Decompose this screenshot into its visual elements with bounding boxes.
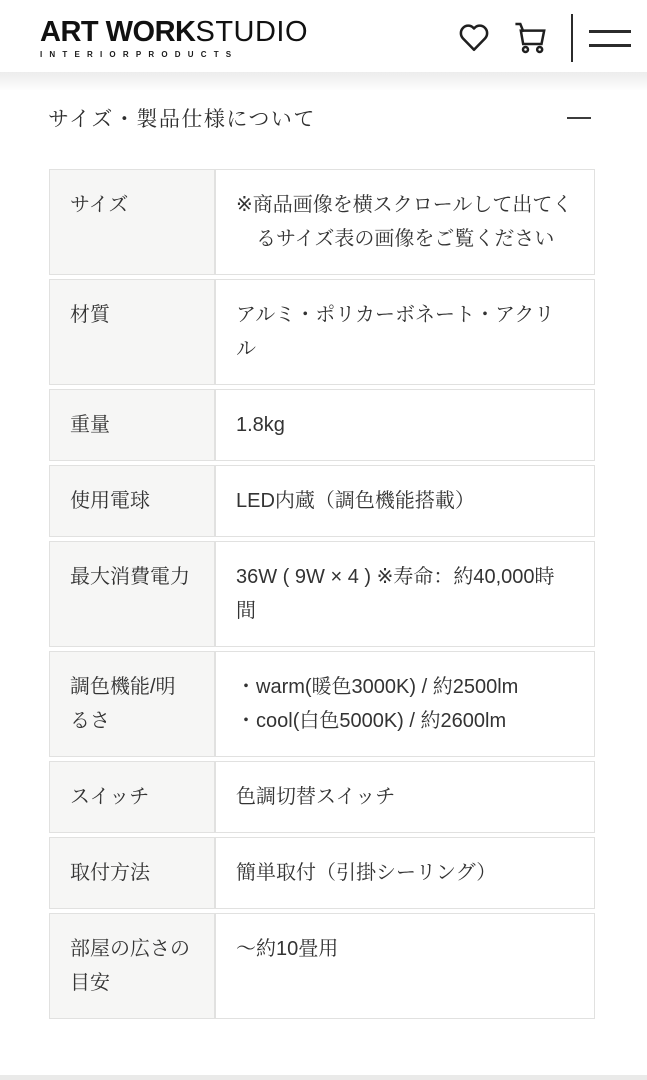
spec-row (49, 761, 595, 833)
spec-table (49, 165, 595, 1023)
spec-value-line: 簡単取付（引掛シーリング） (236, 862, 497, 884)
wishlist-button[interactable] (451, 15, 497, 61)
header-divider (571, 14, 573, 62)
spec-label: 取付方法 (49, 837, 215, 909)
hamburger-icon (589, 30, 631, 47)
spec-label: 部屋の広さの目安 (49, 913, 215, 1019)
spec-value (215, 389, 595, 461)
spec-label: 使用電球 (49, 465, 215, 537)
spec-value-line: LED内蔵（調色機能搭載） (236, 490, 475, 512)
spec-label: 材質 (49, 279, 215, 385)
spec-label: 調色機能/明るさ (49, 651, 215, 757)
cart-button[interactable] (507, 15, 553, 61)
spec-value-line: 色調切替スイッチ (236, 786, 396, 808)
spec-value (215, 465, 595, 537)
spec-row (49, 541, 595, 647)
spec-label: 重量 (49, 389, 215, 461)
logo-artwork-text: ART WORK (40, 15, 196, 48)
spec-row (49, 651, 595, 757)
spec-value (215, 913, 595, 1019)
spec-accordion-header[interactable] (48, 103, 591, 133)
spec-value-line: アルミ・ポリカーボネート・アクリル (236, 304, 555, 360)
spec-value-line: ・cool(白色5000K) / 約2600lm (236, 710, 507, 732)
minus-icon (567, 117, 591, 119)
header-actions (451, 14, 631, 62)
spec-row (49, 389, 595, 461)
logo-studio-text: STUDIO (195, 15, 309, 48)
header-shadow (0, 72, 647, 90)
heart-icon (456, 19, 492, 58)
spec-value-line: ・warm(暖色3000K) / 約2500lm (236, 676, 519, 698)
logo-link[interactable] (40, 15, 309, 59)
cart-icon (510, 17, 550, 60)
spec-value-line: ～約10畳用 (236, 938, 339, 960)
spec-label: 最大消費電力 (49, 541, 215, 647)
spec-value (215, 761, 595, 833)
spec-value (215, 651, 595, 757)
bottom-band (0, 1075, 647, 1080)
site-header (0, 0, 647, 72)
section-title: サイズ・製品仕様について (48, 108, 316, 131)
spec-value (215, 541, 595, 647)
spec-label: スイッチ (49, 761, 215, 833)
spec-row (49, 169, 595, 275)
spec-row (49, 913, 595, 1019)
spec-row (49, 279, 595, 385)
menu-button[interactable] (589, 30, 631, 47)
spec-label: サイズ (49, 169, 215, 275)
logo-wordmark (40, 15, 309, 48)
spec-row (49, 465, 595, 537)
spec-value-line: 36W ( 9W × 4 ) ※寿命：約40,000時間 (236, 566, 555, 622)
spec-value (215, 169, 595, 275)
spec-table-body (49, 169, 595, 1019)
spec-value-line: ※商品画像を横スクロールして出てくるサイズ表の画像をご覧ください (236, 194, 573, 250)
spec-value (215, 279, 595, 385)
content (0, 103, 647, 1023)
spec-value-line: 1.8kg (236, 414, 285, 436)
spec-row (49, 837, 595, 909)
logo-subtitle: INTERIORPRODUCTS (40, 49, 239, 59)
spec-value (215, 837, 595, 909)
